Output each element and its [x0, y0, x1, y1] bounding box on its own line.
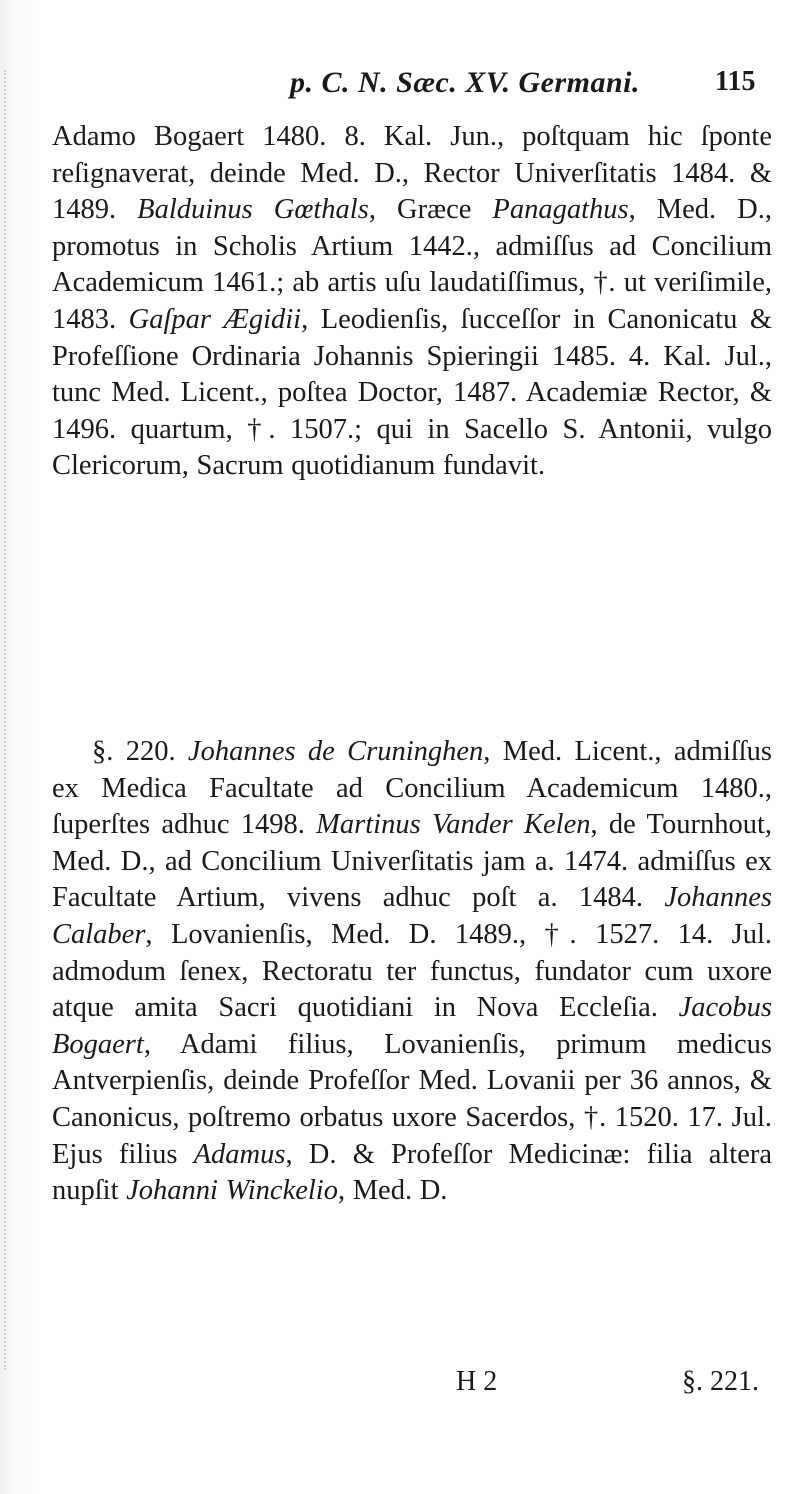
- italic-name: Johanni Winckelio: [126, 1175, 338, 1207]
- text-run: , Lovanienſis, Med. D. 1489., †. 1527. 14. Jul. admodum ſenex, Rectoratu ter functus, fundator cum uxore atque amita Sacri quotidiani in Nova Eccleſia.: [52, 918, 772, 1024]
- page-number: 115: [715, 66, 756, 97]
- text-run: §. 220.: [92, 736, 188, 767]
- paragraph-2: [52, 734, 772, 1210]
- gutter-shadow: [4, 70, 16, 1370]
- text-run: , Leodienſis, ſucceſſor in Canonicatu & Profeſſione Ordinaria Johannis Spieringii 1485. 4. Kal. Jul., tunc Med. Licent., poſtea Doctor, 1487. Academiæ Rector, & 1496. quartum, †. 1507.; qui in Sacello S. Antonii, vulgo Clericorum, Sacrum quotidianum fundavit.: [52, 303, 773, 482]
- footer-line: [456, 1366, 776, 1398]
- text-run: Adamo Bogaert 1480. 8. Kal. Jun., poſtquam hic ſponte reſignaverat, deinde Med. D., Rector Univerſitatis 1484. & 1489.: [52, 121, 772, 226]
- italic-name: Gaſpar Ægidii: [128, 303, 302, 335]
- text-run: , de Tournhout, Med. D., ad Concilium Univerſitatis jam a. 1474. admiſſus ex Facultate Artium, vivens adhuc poſt a. 1484.: [52, 809, 772, 914]
- text-run: , D. & Profeſſor Medicinæ: filia altera nupſit: [52, 1138, 772, 1207]
- italic-name: Johannes Calaber: [52, 882, 772, 950]
- italic-name: Adamus: [193, 1138, 286, 1170]
- signature-mark: H 2: [456, 1366, 498, 1397]
- italic-name: Balduinus Gœthals: [137, 194, 369, 226]
- italic-name: Panagathus: [492, 194, 629, 226]
- running-head: p. C. N. Sæc. XV. Germani.: [290, 66, 641, 99]
- catchword: §. 221.: [682, 1366, 759, 1397]
- italic-name: Jacobus Bogaert: [52, 992, 772, 1060]
- text-run: , Med. D.: [337, 1175, 448, 1207]
- text-run: , Græce: [368, 194, 493, 226]
- italic-name: Johannes de Cruninghen: [187, 736, 484, 767]
- text-run: , Med. D., promotus in Scholis Artium 1442., admiſſus ad Concilium Academicum 1461.; ab artis uſu laudatiſſimus, †. ut veriſimile, 1483.: [52, 194, 772, 335]
- text-run: , Adami filius, Lovanienſis, primum medicus Antverpienſis, deinde Profeſſor Med. Lovanii per 36 annos, & Canonicus, poſtremo orbatus uxore Sacerdos, †. 1520. 17. Jul. Ejus filius: [52, 1028, 772, 1170]
- paragraph-1: [52, 119, 772, 485]
- italic-name: Martinus Vander Kelen: [316, 809, 591, 841]
- text-run: , Med. Licent., admiſſus ex Medica Facultate ad Concilium Academicum 1480., ſuperſtes adhuc 1498.: [52, 736, 772, 841]
